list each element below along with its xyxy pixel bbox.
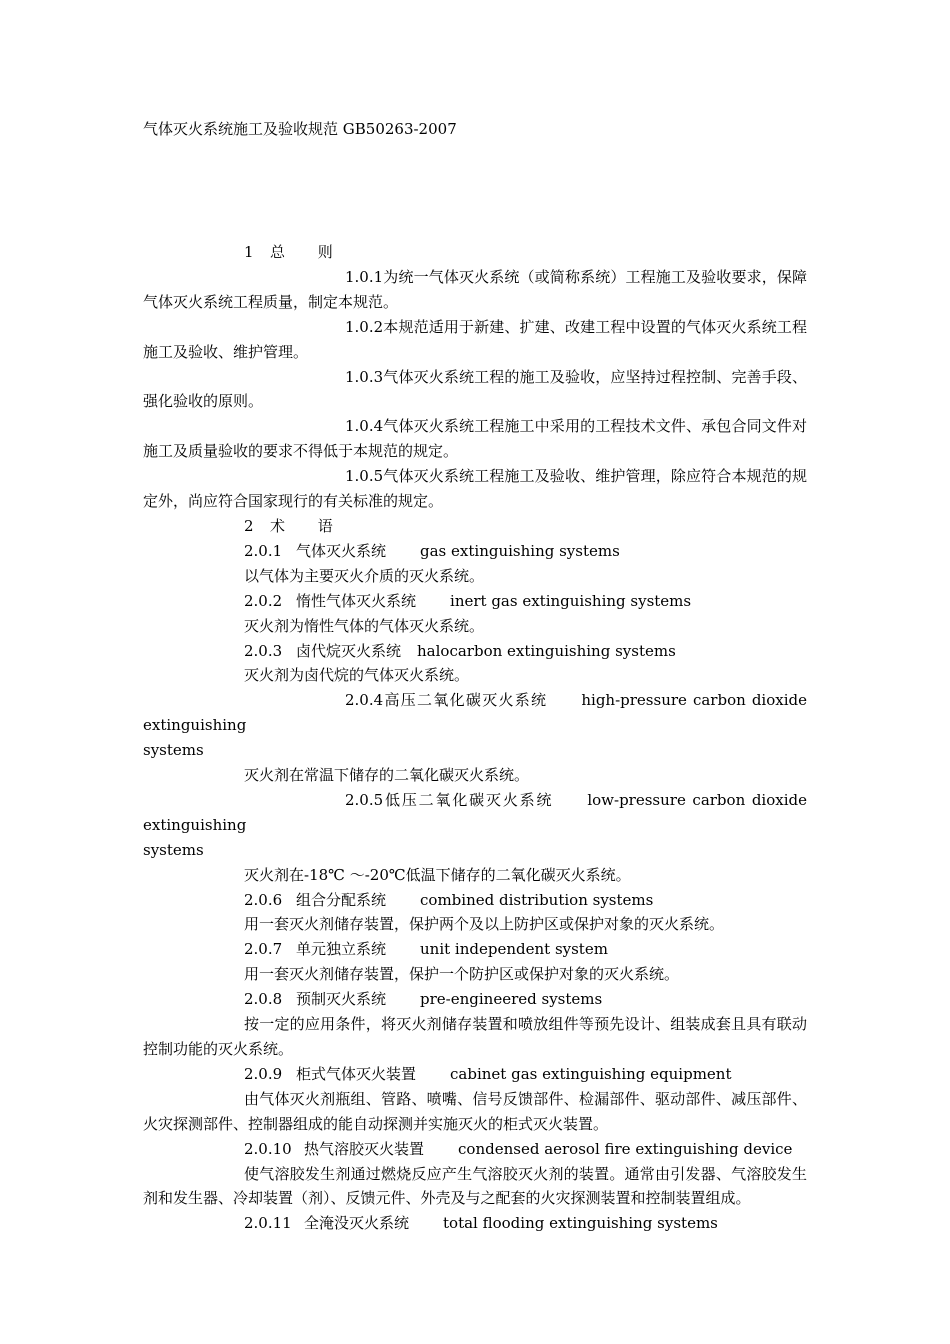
term-en: combined distribution systems [420, 890, 654, 909]
term-cn: 预制灭火系统 [296, 990, 387, 1009]
clause-number: 1.0.1 [345, 267, 384, 286]
document-title: 气体灭火系统施工及验收规范 GB50263-2007 [143, 120, 457, 138]
chapter-2-heading [143, 514, 807, 539]
term-en: halocarbon extinguishing systems [417, 641, 676, 660]
term-2-0-7 [143, 937, 807, 962]
term-en: high-pressure carbon dioxide extinguishing [143, 691, 807, 735]
chapter-number: 1 [244, 243, 254, 261]
term-2-0-6 [143, 888, 807, 913]
clause-text: 本规范适用于新建、扩建、改建工程中设置的气体灭火系统工程施工及验收、维护管理。 [143, 317, 807, 361]
chapter-title: 术 语 [270, 516, 347, 535]
term-number: 2.0.8 [244, 990, 283, 1009]
term-2-0-8 [143, 987, 807, 1012]
term-definition: 灭火剂在常温下储存的二氧化碳灭火系统。 [244, 766, 530, 785]
term-en-continued: systems [143, 741, 204, 760]
term-definition: 由气体灭火剂瓶组、管路、喷嘴、信号反馈部件、检漏部件、驱动部件、减压部件、火灾探测部件、控制器组成的能自动探测并实施灭火的柜式灭火装置。 [143, 1089, 807, 1133]
chapter-1-heading [143, 240, 807, 265]
term-en: pre-engineered systems [420, 990, 603, 1009]
term-cn: 组合分配系统 [296, 890, 387, 909]
term-cn: 全淹没灭火系统 [304, 1214, 410, 1233]
term-number: 2.0.10 [244, 1139, 292, 1158]
chapter-title: 总 则 [270, 243, 347, 261]
term-cn: 惰性气体灭火系统 [296, 591, 417, 610]
term-2-0-1 [143, 539, 807, 564]
clause-text: 为统一气体灭火系统（或简称系统）工程施工及验收要求，保障气体灭火系统工程质量，制定本规范。 [143, 267, 807, 311]
clause-1-0-2 [143, 315, 807, 365]
term-definition: 用一套灭火剂储存装置，保护一个防护区或保护对象的灭火系统。 [244, 965, 680, 984]
term-number: 2.0.4 [345, 691, 384, 710]
clause-number: 1.0.2 [345, 317, 384, 336]
term-en: total flooding extinguishing systems [443, 1214, 718, 1233]
document-body [143, 240, 807, 1236]
clause-number: 1.0.4 [345, 417, 384, 436]
chapter-number: 2 [244, 516, 254, 535]
term-2-0-5 [143, 788, 807, 838]
term-definition: 用一套灭火剂储存装置，保护两个及以上防护区或保护对象的灭火系统。 [244, 915, 725, 934]
clause-1-0-5 [143, 464, 807, 514]
clause-number: 1.0.3 [345, 367, 384, 386]
clause-1-0-1 [143, 265, 807, 315]
clause-text: 气体灭火系统工程施工中采用的工程技术文件、承包合同文件对施工及质量验收的要求不得低于本规范的规定。 [143, 417, 807, 461]
term-number: 2.0.5 [345, 790, 384, 809]
term-en: inert gas extinguishing systems [450, 591, 692, 610]
term-number: 2.0.11 [244, 1214, 292, 1233]
term-2-0-3 [143, 639, 807, 664]
term-2-0-9 [143, 1062, 807, 1087]
term-definition: 使气溶胶发生剂通过燃烧反应产生气溶胶灭火剂的装置。通常由引发器、气溶胶发生剂和发生器、冷却装置（剂）、反馈元件、外壳及与之配套的火灾探测装置和控制装置组成。 [143, 1164, 807, 1208]
clause-text: 气体灭火系统工程施工及验收、维护管理，除应符合本规范的规定外，尚应符合国家现行的有关标准的规定。 [143, 467, 807, 511]
term-number: 2.0.3 [244, 641, 283, 660]
term-en: cabinet gas extinguishing equipment [450, 1064, 732, 1083]
term-definition: 灭火剂在-18℃ ～-20℃低温下储存的二氧化碳灭火系统。 [244, 865, 631, 884]
term-en: condensed aerosol fire extinguishing device [458, 1139, 793, 1158]
term-number: 2.0.2 [244, 591, 283, 610]
term-cn: 柜式气体灭火装置 [296, 1064, 417, 1083]
term-cn: 单元独立系统 [296, 940, 387, 959]
clause-1-0-4 [143, 414, 807, 464]
clause-1-0-3 [143, 365, 807, 415]
term-2-0-2 [143, 589, 807, 614]
term-2-0-11 [143, 1211, 807, 1236]
term-cn: 气体灭火系统 [296, 541, 387, 560]
term-number: 2.0.6 [244, 890, 283, 909]
term-cn: 低压二氧化碳灭火系统 [383, 790, 554, 809]
term-cn: 热气溶胶灭火装置 [304, 1139, 425, 1158]
term-en: gas extinguishing systems [420, 541, 620, 560]
term-number: 2.0.7 [244, 940, 283, 959]
term-definition: 灭火剂为卤代烷的气体灭火系统。 [244, 666, 470, 685]
term-2-0-4 [143, 688, 807, 738]
term-number: 2.0.9 [244, 1064, 283, 1083]
term-definition: 灭火剂为惰性气体的气体灭火系统。 [244, 616, 485, 635]
term-cn: 卤代烷灭火系统 [296, 641, 402, 660]
term-en: unit independent system [420, 940, 608, 959]
clause-text: 气体灭火系统工程的施工及验收，应坚持过程控制、完善手段、强化验收的原则。 [143, 367, 807, 411]
term-definition: 以气体为主要灭火介质的灭火系统。 [244, 566, 485, 585]
term-2-0-10 [143, 1137, 807, 1162]
term-number: 2.0.1 [244, 541, 283, 560]
clause-number: 1.0.5 [345, 467, 384, 486]
term-definition: 按一定的应用条件，将灭火剂储存装置和喷放组件等预先设计、组装成套且具有联动控制功能的灭火系统。 [143, 1015, 807, 1058]
term-cn: 高压二氧化碳灭火系统 [383, 691, 548, 710]
term-en-continued: systems [143, 840, 204, 859]
term-en: low-pressure carbon dioxide extinguishing [143, 790, 807, 834]
